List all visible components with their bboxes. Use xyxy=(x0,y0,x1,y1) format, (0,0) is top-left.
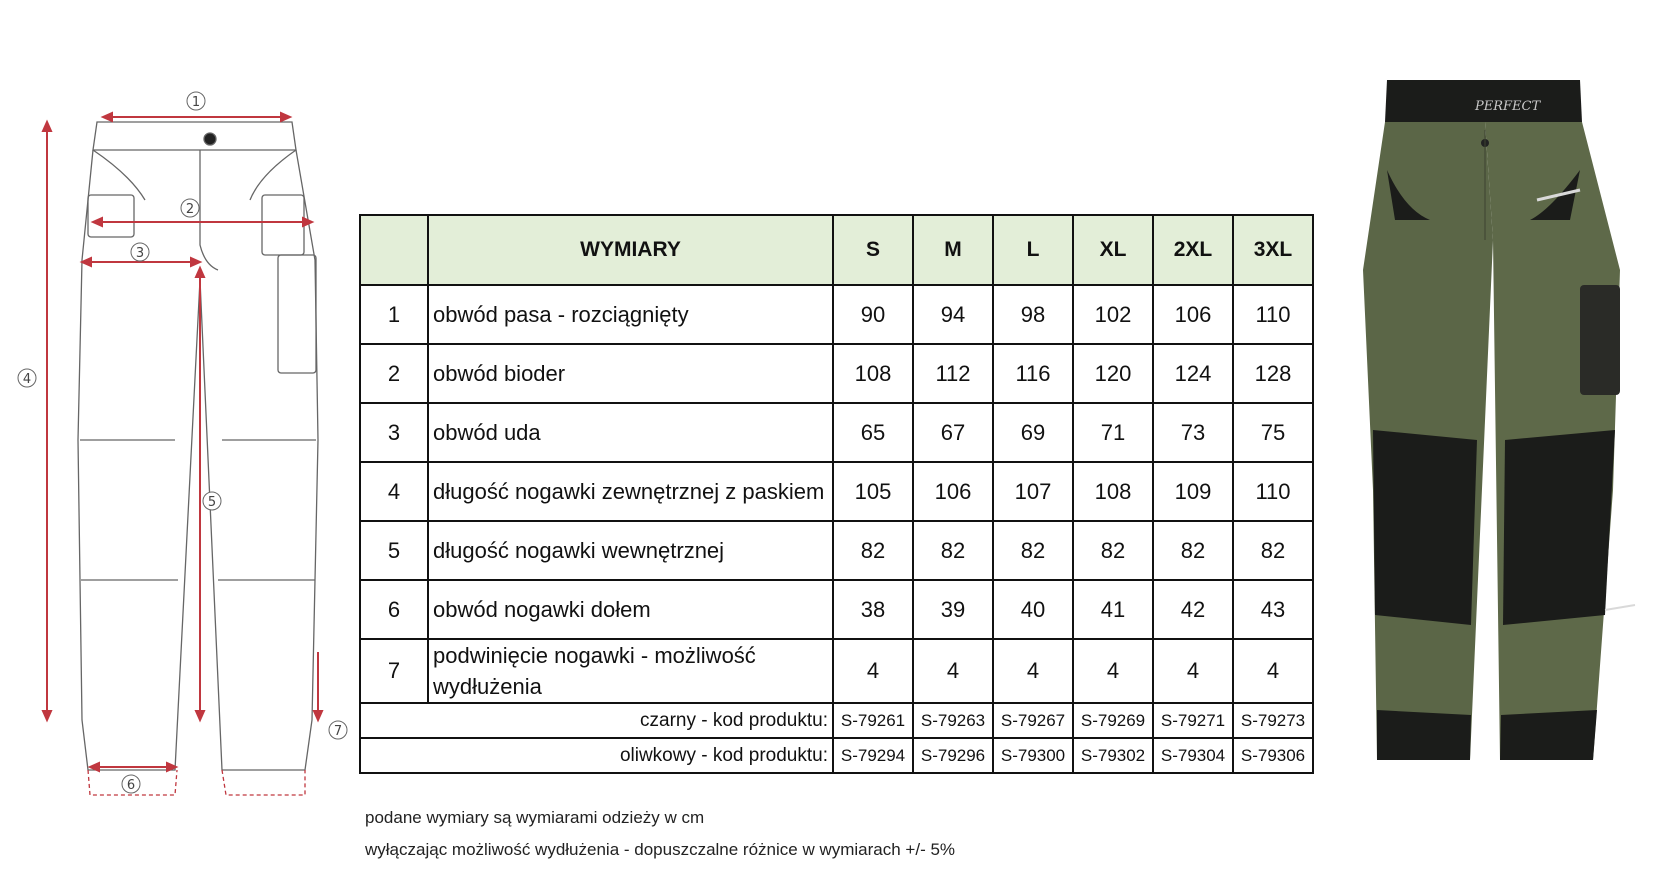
table-header-row xyxy=(360,215,1313,285)
row-number: 3 xyxy=(360,403,428,462)
cell-value: 108 xyxy=(833,344,913,403)
cell-value: 109 xyxy=(1153,462,1233,521)
table-row xyxy=(360,403,1313,462)
product-code-row-black xyxy=(360,703,1313,738)
cell-value: 38 xyxy=(833,580,913,639)
header-size-m: M xyxy=(913,215,993,285)
cell-value: 75 xyxy=(1233,403,1313,462)
row-number: 6 xyxy=(360,580,428,639)
product-code: S-79269 xyxy=(1073,703,1153,738)
cell-value: 4 xyxy=(993,639,1073,703)
cell-value: 82 xyxy=(1153,521,1233,580)
cell-value: 43 xyxy=(1233,580,1313,639)
svg-text:5: 5 xyxy=(207,495,217,510)
product-code: S-79302 xyxy=(1073,738,1153,773)
row-label: podwinięcie nogawki - możliwość wydłużenia xyxy=(428,639,833,703)
cell-value: 105 xyxy=(833,462,913,521)
row-label: obwód nogawki dołem xyxy=(428,580,833,639)
row-number: 5 xyxy=(360,521,428,580)
marker-7 xyxy=(329,721,347,739)
header-size-l: L xyxy=(993,215,1073,285)
table-row xyxy=(360,521,1313,580)
header-size-xl: XL xyxy=(1073,215,1153,285)
measurement-markers xyxy=(18,92,347,793)
cell-value: 82 xyxy=(993,521,1073,580)
cell-value: 82 xyxy=(1073,521,1153,580)
product-code-row-olive xyxy=(360,738,1313,773)
marker-3 xyxy=(131,243,149,261)
cell-value: 120 xyxy=(1073,344,1153,403)
cell-value: 4 xyxy=(1233,639,1313,703)
cell-value: 102 xyxy=(1073,285,1153,344)
svg-text:7: 7 xyxy=(333,724,343,739)
code-label: czarny - kod produktu: xyxy=(360,703,833,738)
product-code: S-79300 xyxy=(993,738,1073,773)
row-label: długość nogawki wewnętrznej xyxy=(428,521,833,580)
product-code: S-79306 xyxy=(1233,738,1313,773)
row-number: 2 xyxy=(360,344,428,403)
marker-4 xyxy=(18,369,36,387)
cell-value: 128 xyxy=(1233,344,1313,403)
marker-2 xyxy=(181,199,199,217)
cell-value: 106 xyxy=(1153,285,1233,344)
cell-value: 4 xyxy=(1153,639,1233,703)
row-label: obwód pasa - rozciągnięty xyxy=(428,285,833,344)
trousers-technical-drawing xyxy=(0,0,360,875)
cell-value: 112 xyxy=(913,344,993,403)
cell-value: 4 xyxy=(913,639,993,703)
cell-value: 41 xyxy=(1073,580,1153,639)
header-size-2xl: 2XL xyxy=(1153,215,1233,285)
cell-value: 4 xyxy=(833,639,913,703)
header-size-3xl: 3XL xyxy=(1233,215,1313,285)
cell-value: 106 xyxy=(913,462,993,521)
header-size-s: S xyxy=(833,215,913,285)
product-code: S-79263 xyxy=(913,703,993,738)
note-measurements-in-cm: podane wymiary są wymiarami odzieży w cm xyxy=(365,808,705,827)
cell-value: 67 xyxy=(913,403,993,462)
cell-value: 40 xyxy=(993,580,1073,639)
svg-text:4: 4 xyxy=(22,372,32,387)
cell-value: 110 xyxy=(1233,285,1313,344)
row-number: 4 xyxy=(360,462,428,521)
svg-text:2: 2 xyxy=(185,202,195,217)
cell-value: 82 xyxy=(913,521,993,580)
table-row xyxy=(360,344,1313,403)
cell-value: 73 xyxy=(1153,403,1233,462)
cell-value: 69 xyxy=(993,403,1073,462)
header-title: WYMIARY xyxy=(428,215,833,285)
product-code: S-79296 xyxy=(913,738,993,773)
cell-value: 110 xyxy=(1233,462,1313,521)
cell-value: 39 xyxy=(913,580,993,639)
marker-6 xyxy=(122,775,140,793)
cell-value: 116 xyxy=(993,344,1073,403)
product-photo-olive-trousers xyxy=(1335,70,1675,775)
cell-value: 90 xyxy=(833,285,913,344)
cell-value: 124 xyxy=(1153,344,1233,403)
cell-value: 82 xyxy=(1233,521,1313,580)
cell-value: 82 xyxy=(833,521,913,580)
row-label: obwód uda xyxy=(428,403,833,462)
svg-text:1: 1 xyxy=(191,95,201,110)
header-blank-cell xyxy=(360,215,428,285)
product-code: S-79271 xyxy=(1153,703,1233,738)
note-tolerance: wyłączając możliwość wydłużenia - dopuszczalne różnice w wymiarach +/- 5% xyxy=(365,840,956,859)
cell-value: 65 xyxy=(833,403,913,462)
table-row xyxy=(360,285,1313,344)
svg-text:3: 3 xyxy=(135,246,145,261)
product-code: S-79304 xyxy=(1153,738,1233,773)
row-label: obwód bioder xyxy=(428,344,833,403)
row-label: długość nogawki zewnętrznej z paskiem xyxy=(428,462,833,521)
code-label: oliwkowy - kod produktu: xyxy=(360,738,833,773)
product-code: S-79294 xyxy=(833,738,913,773)
row-number: 7 xyxy=(360,639,428,703)
svg-text:6: 6 xyxy=(126,778,136,793)
product-code: S-79261 xyxy=(833,703,913,738)
cell-value: 108 xyxy=(1073,462,1153,521)
cell-value: 42 xyxy=(1153,580,1233,639)
row-number: 1 xyxy=(360,285,428,344)
cell-value: 107 xyxy=(993,462,1073,521)
waistband-brand-text: PERFECT xyxy=(1475,99,1541,114)
marker-1 xyxy=(187,92,205,110)
cell-value: 94 xyxy=(913,285,993,344)
cell-value: 71 xyxy=(1073,403,1153,462)
table-row xyxy=(360,580,1313,639)
cell-value: 98 xyxy=(993,285,1073,344)
cell-value: 4 xyxy=(1073,639,1153,703)
table-row xyxy=(360,639,1313,703)
size-table xyxy=(359,214,1314,774)
product-code: S-79267 xyxy=(993,703,1073,738)
marker-5 xyxy=(203,492,221,510)
product-code: S-79273 xyxy=(1233,703,1313,738)
table-row xyxy=(360,462,1313,521)
